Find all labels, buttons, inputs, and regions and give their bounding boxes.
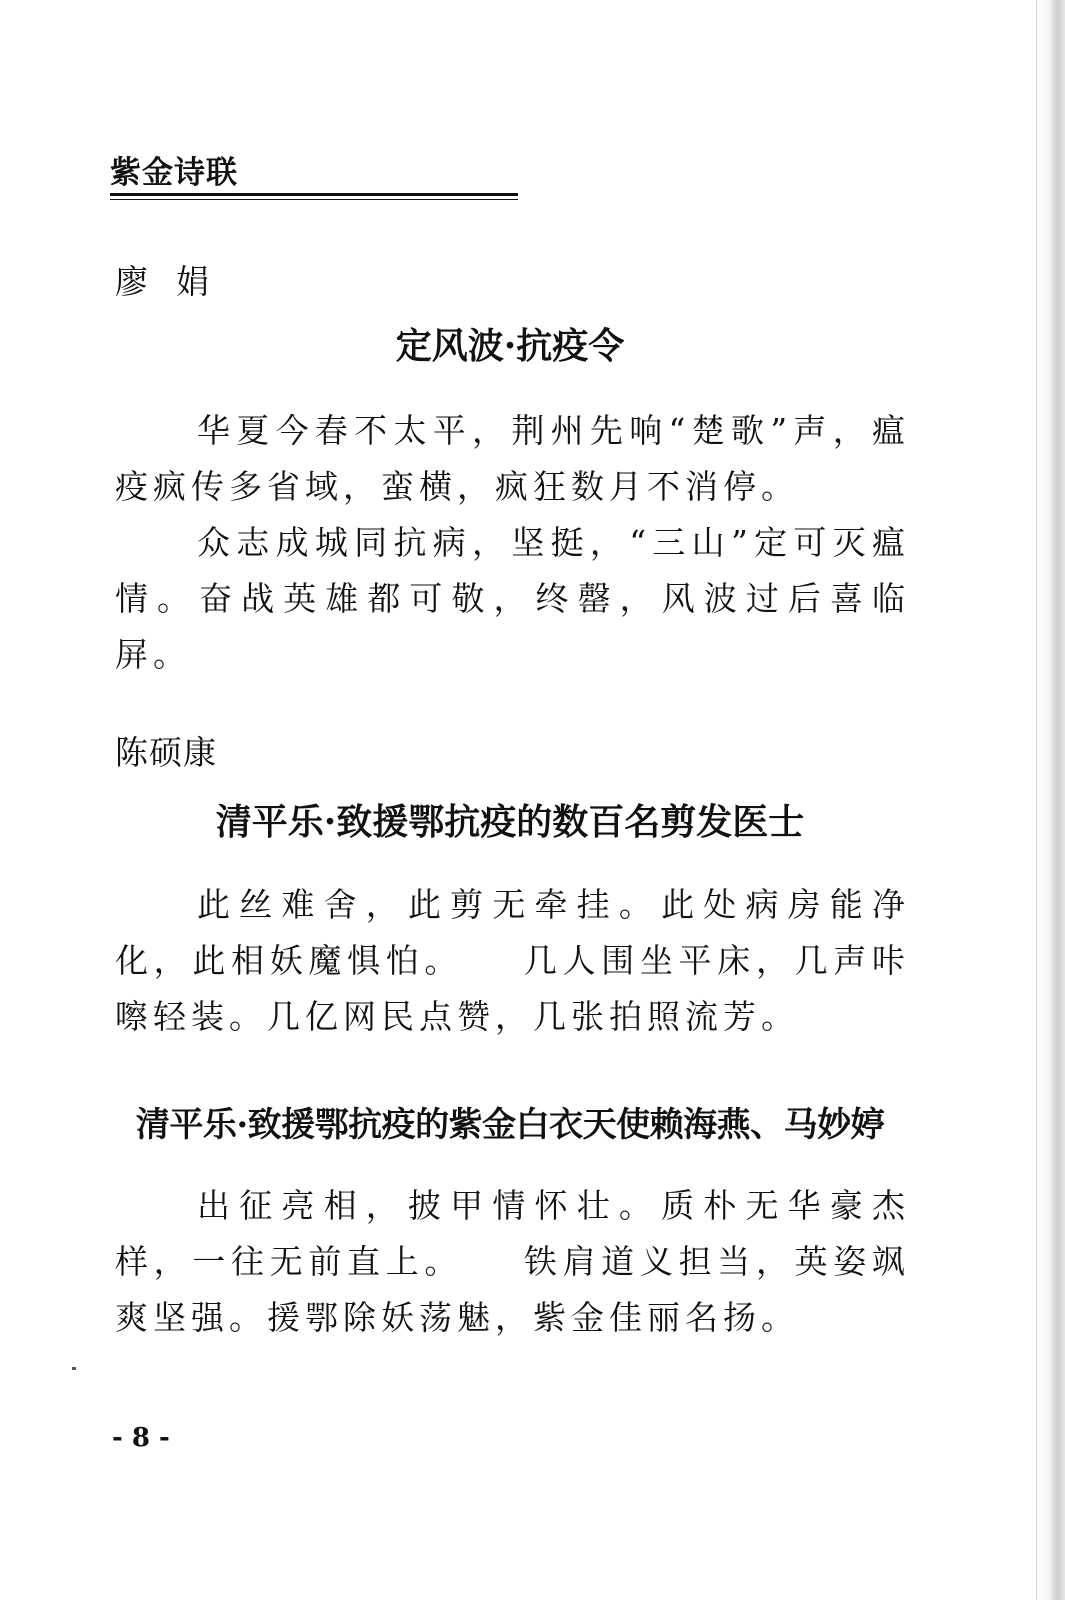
header-rule-thin [110, 199, 518, 200]
page-number: - 8 - [112, 1423, 170, 1453]
page-edge-shadow [1036, 0, 1065, 1600]
poem-2-title: 清平乐·致援鄂抗疫的数百名剪发医士 [215, 801, 805, 843]
poem-3-body [115, 1178, 910, 1346]
poem-1-author: 廖娟 [115, 262, 237, 301]
poem-2-author: 陈硕康 [115, 733, 217, 772]
poem-3-stanza-1: 出征亮相，披甲情怀壮。质朴无华豪杰样，一往无前直上。 铁肩道义担当，英姿飒爽坚强。援鄂除妖荡魅，紫金佳丽名扬。 [115, 1186, 910, 1337]
header-rule-thick [110, 193, 518, 196]
poem-3-title: 清平乐·致援鄂抗疫的紫金白衣天使赖海燕、马妙婷 [135, 1105, 885, 1145]
poem-1-title: 定风波·抗疫令 [395, 325, 625, 367]
poem-1-stanza-1: 华夏今春不太平，荆州先响“楚歌”声，瘟疫疯传多省域，蛮横，疯狂数月不消停。 [115, 411, 910, 506]
poem-1-body [115, 403, 910, 683]
poem-2-stanza-1: 此丝难舍，此剪无牵挂。此处病房能净化，此相妖魔惧怕。 几人围坐平床，几声咔嚓轻装。几亿网民点赞，几张拍照流芳。 [115, 885, 910, 1036]
poem-2-body [115, 877, 910, 1045]
header-title: 紫金诗联 [110, 155, 238, 191]
scan-speck [72, 1367, 76, 1370]
poem-1-stanza-2: 众志成城同抗病，坚挺，“三山”定可灭瘟情。奋战英雄都可敬，终罄，风波过后喜临屏。 [115, 523, 910, 674]
running-header [110, 155, 520, 203]
